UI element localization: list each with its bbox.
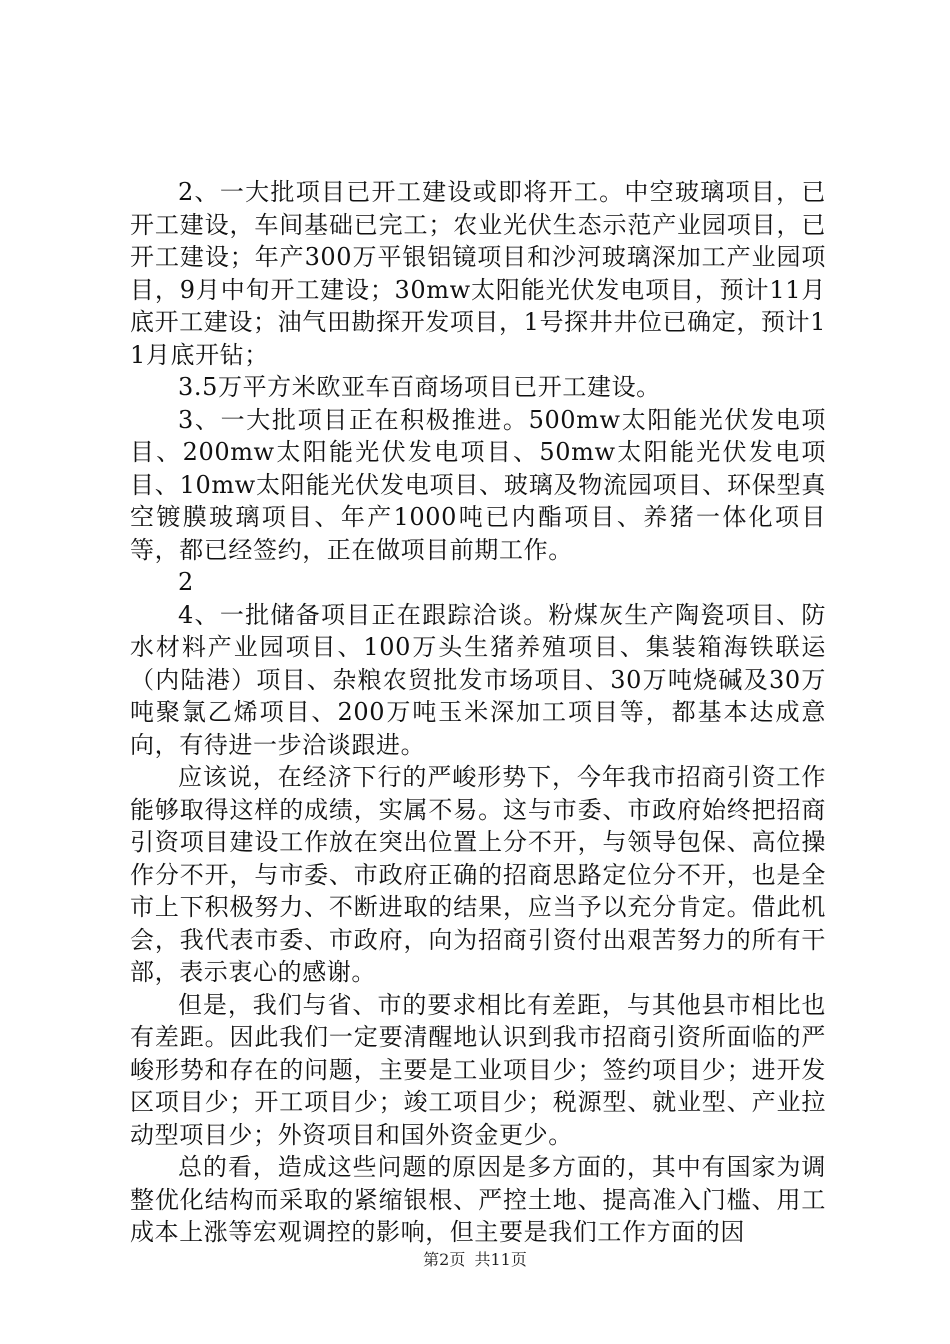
paragraph-mall-project: 3.5万平方米欧亚车百商场项目已开工建设。 (178, 373, 661, 401)
document-body (130, 176, 826, 1249)
page-total: 共11页 (474, 1250, 527, 1269)
paragraph-causes: 总的看，造成这些问题的原因是多方面的，其中有国家为调整优化结构而采取的紧缩银根、严控土地、提高准入门槛、用工成本上涨等宏观调控的影响，但主要是我们工作方面的因 (130, 1153, 826, 1246)
paragraph-projects-started: 2、一大批项目已开工建设或即将开工。中空玻璃项目，已开工建设，车间基础已完工；农业光伏生态示范产业园项目，已开工建设；年产300万平银铝镜项目和沙河玻璃深加工产业园项目，9月中旬开工建设；30mw太阳能光伏发电项目，预计11月底开工建设；油气田勘探开发项目，1号探井井位已确定，预计11月底开钻； (130, 178, 826, 369)
paragraph-projects-advancing: 3、一大批项目正在积极推进。500mw太阳能光伏发电项目、200mw太阳能光伏发电项目、50mw太阳能光伏发电项目、10mw太阳能光伏发电项目、玻璃及物流园项目、环保型真空镀膜玻璃项目、年产1000吨已内酯项目、养猪一体化项目等，都已经签约，正在做项目前期工作。 (130, 405, 826, 564)
page-footer (0, 1247, 950, 1270)
paragraph-reserve-projects: 4、一批储备项目正在跟踪洽谈。粉煤灰生产陶瓷项目、防水材料产业园项目、100万头生猪养殖项目、集装箱海铁联运（内陆港）项目、杂粮农贸批发市场项目、30万吨烧碱及30万吨聚氯乙烯项目、200万吨玉米深加工项目等，都基本达成意向，有待进一步洽谈跟进。 (130, 600, 826, 759)
paragraph-achievements: 应该说，在经济下行的严峻形势下，今年我市招商引资工作能够取得这样的成绩，实属不易。这与市委、市政府始终把招商引资项目建设工作放在突出位置上分不开，与领导包保、高位操作分不开，与市委、市政府正确的招商思路定位分不开，也是全市上下积极努力、不断进取的结果，应当予以充分肯定。借此机会，我代表市委、市政府，向为招商引资付出艰苦努力的所有干部，表示衷心的感谢。 (130, 763, 826, 986)
paragraph-stray-number: 2 (178, 568, 194, 596)
page-number: 第2页 (423, 1250, 466, 1269)
paragraph-gaps: 但是，我们与省、市的要求相比有差距，与其他县市相比也有差距。因此我们一定要清醒地认识到我市招商引资所面临的严峻形势和存在的问题，主要是工业项目少；签约项目少；进开发区项目少；开工项目少；竣工项目少；税源型、就业型、产业拉动型项目少；外资项目和国外资金更少。 (130, 990, 826, 1149)
